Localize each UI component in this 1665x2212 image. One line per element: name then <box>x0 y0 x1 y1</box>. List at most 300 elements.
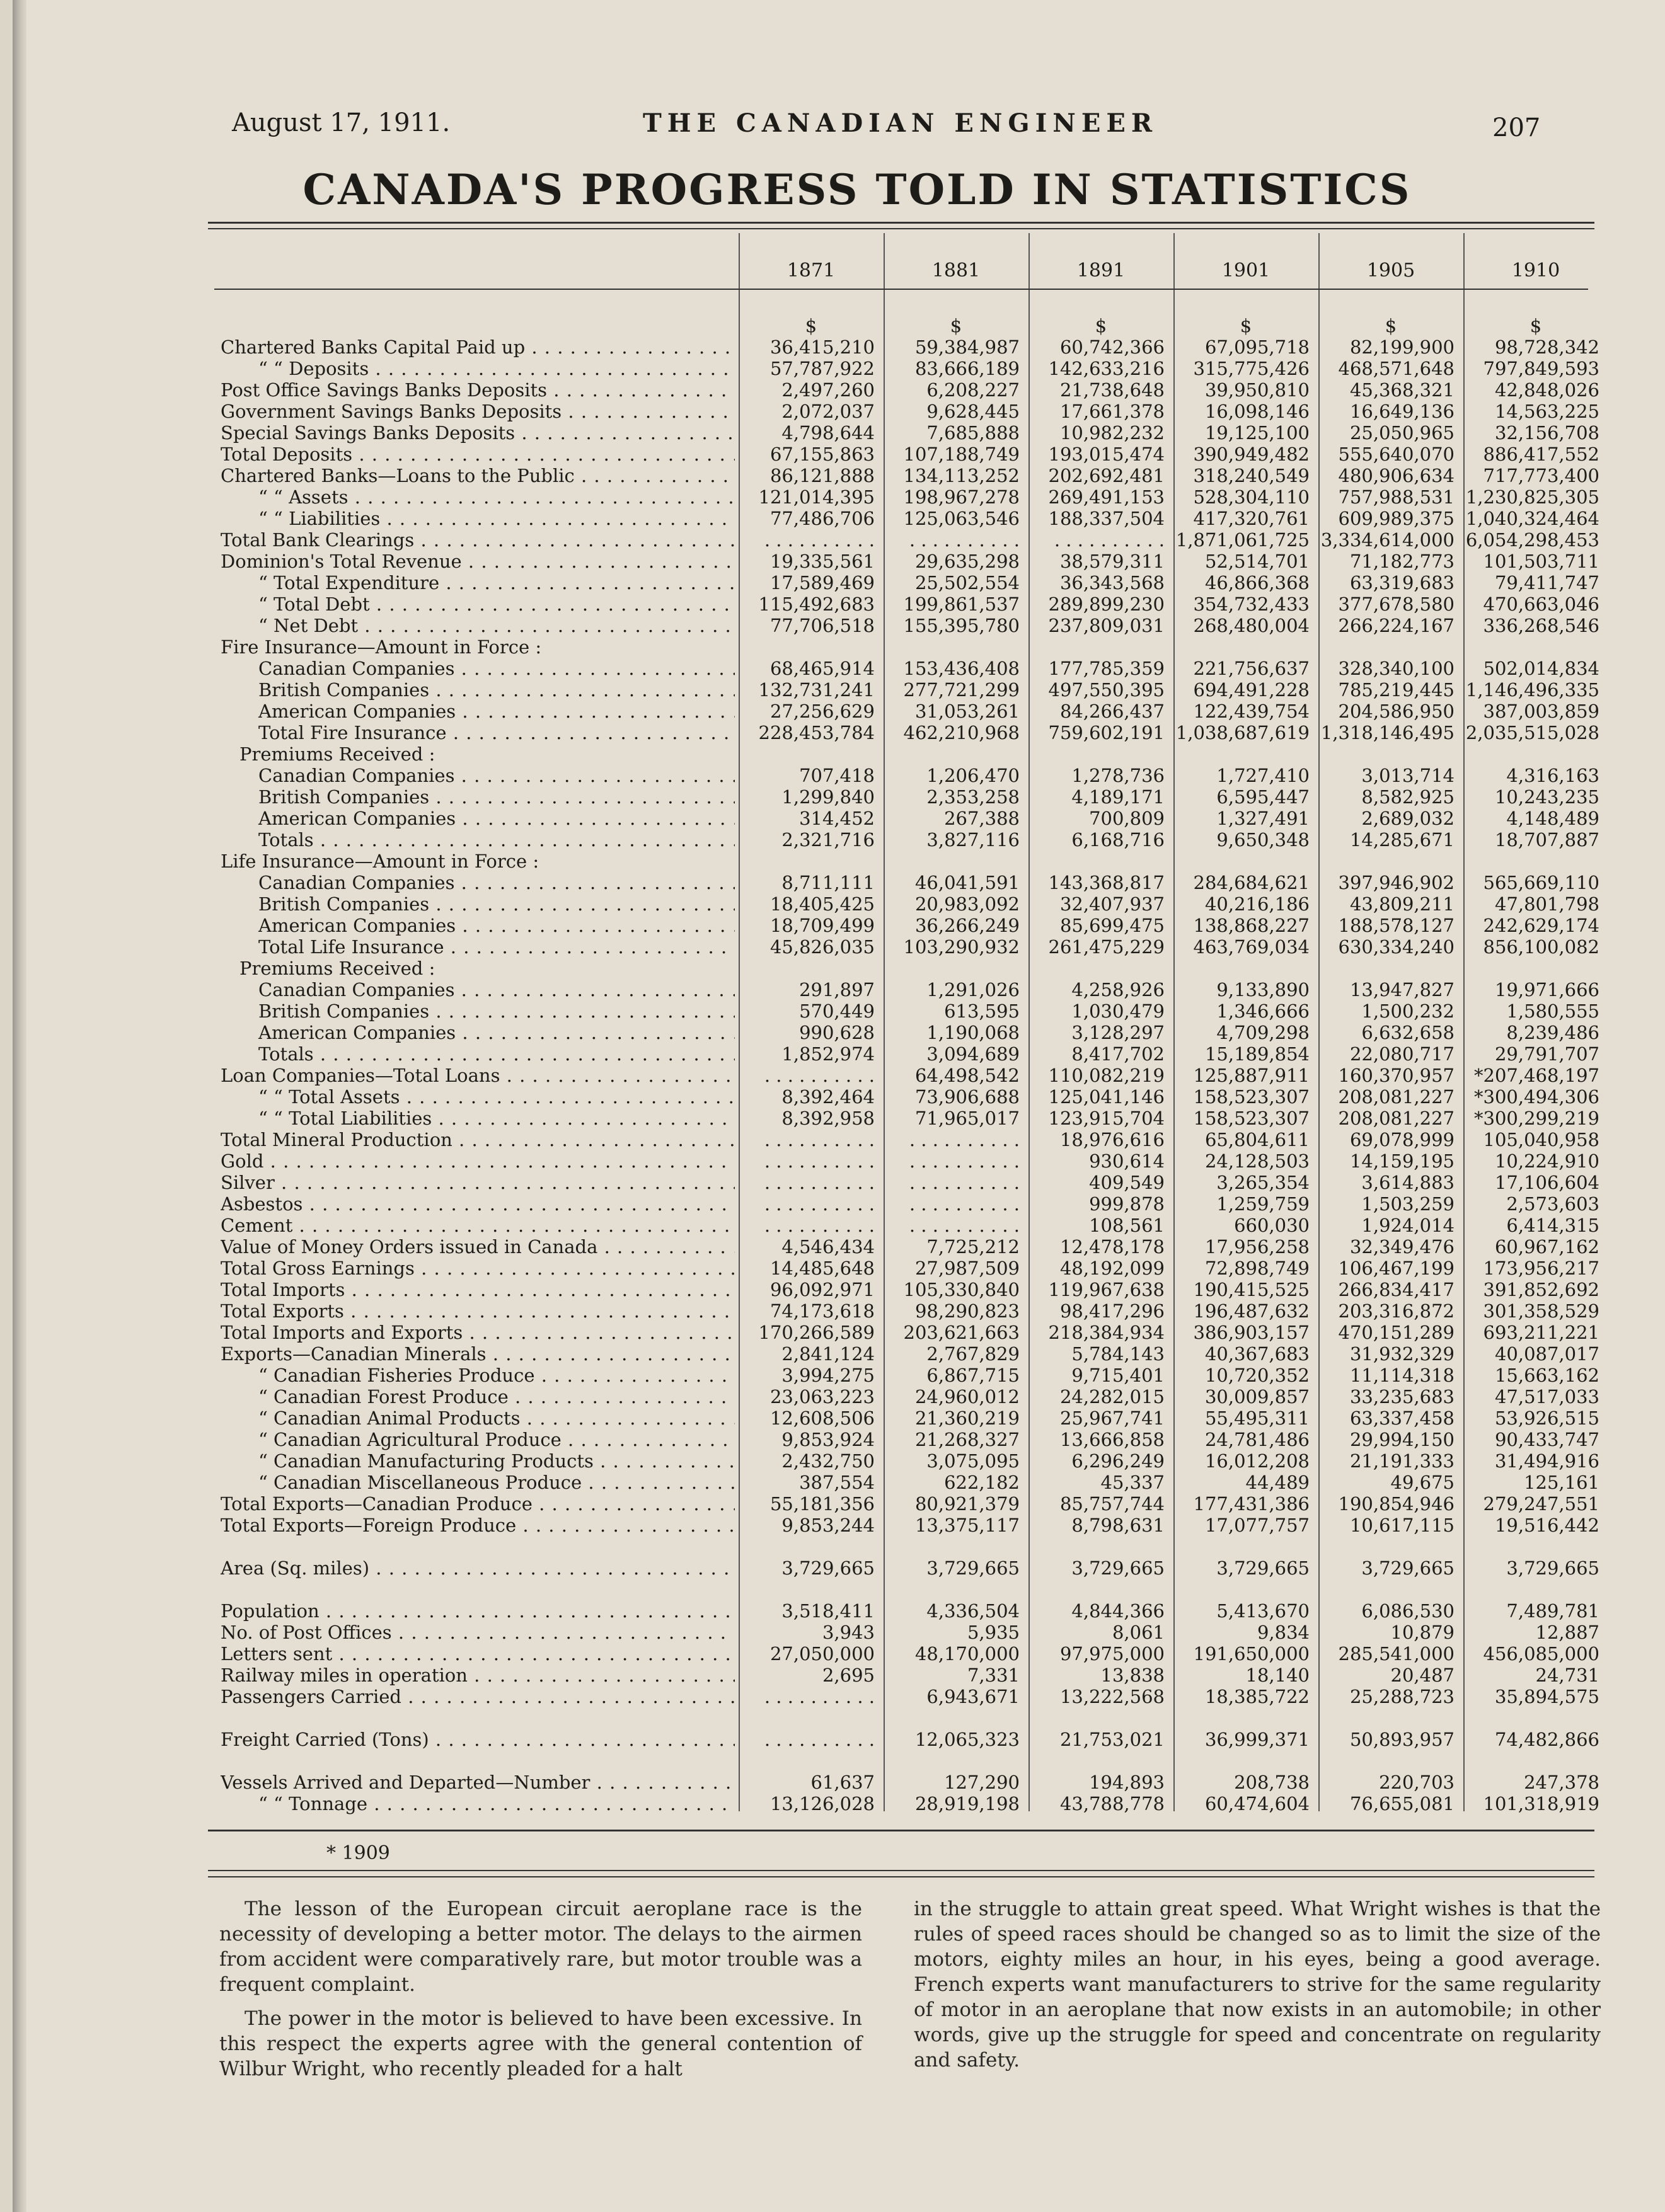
table-cell: 101,503,711 <box>1483 551 1599 572</box>
table-cell: 3,334,614,000 <box>1320 529 1455 551</box>
table-cell: 203,621,663 <box>903 1322 1020 1343</box>
table-cell: 15,663,162 <box>1494 1365 1599 1386</box>
year-column-1891 <box>1030 315 1172 1814</box>
table-cell: 35,894,575 <box>1494 1686 1599 1707</box>
table-cell: 121,014,395 <box>758 486 875 508</box>
table-cell: . . . . . . . . . . <box>909 1215 1020 1236</box>
table-cell: 1,040,324,464 <box>1465 508 1599 529</box>
table-cell: 11,114,318 <box>1349 1365 1455 1386</box>
table-cell: 377,678,580 <box>1338 593 1455 615</box>
table-cell: . . . . . . . . . . <box>1054 529 1165 551</box>
table-cell: 8,239,486 <box>1506 1022 1599 1043</box>
table-cell: 105,330,840 <box>903 1279 1020 1300</box>
table-cell: 2,573,603 <box>1506 1193 1599 1215</box>
table-cell <box>885 851 1027 872</box>
table-cell: 2,689,032 <box>1361 808 1455 829</box>
table-cell: 40,216,186 <box>1204 893 1310 915</box>
table-cell: 7,685,888 <box>926 422 1020 444</box>
table-cell: 36,415,210 <box>769 336 875 358</box>
table-cell: 45,826,035 <box>769 936 875 958</box>
table-cell: 3,729,665 <box>1361 1557 1455 1579</box>
table-cell: 1,038,687,619 <box>1175 722 1310 743</box>
table-cell: 38,579,311 <box>1059 551 1165 572</box>
table-cell: 18,709,499 <box>769 915 875 936</box>
row-label: Canadian Companies . . . <box>221 765 735 786</box>
table-cell <box>1465 743 1607 765</box>
table-cell: 10,243,235 <box>1494 786 1599 808</box>
table-cell: 13,666,858 <box>1059 1429 1165 1450</box>
table-cell: 4,148,489 <box>1506 808 1599 829</box>
table-cell: $ <box>1095 315 1107 336</box>
table-cell: 123,915,704 <box>1048 1108 1165 1129</box>
table-cell <box>1320 1750 1462 1772</box>
table-cell: 29,994,150 <box>1349 1429 1455 1450</box>
table-cell <box>1320 1707 1462 1729</box>
page <box>13 0 1665 2212</box>
table-cell: 50,893,957 <box>1349 1729 1455 1750</box>
table-cell: 53,926,515 <box>1494 1407 1599 1429</box>
table-cell: 9,853,924 <box>781 1429 875 1450</box>
table-cell: 27,256,629 <box>769 701 875 722</box>
table-cell: 856,100,082 <box>1483 936 1599 958</box>
table-cell: 6,296,249 <box>1071 1450 1165 1472</box>
table-cell <box>740 1707 882 1729</box>
row-labels <box>221 315 735 1814</box>
table-cell: 3,013,714 <box>1361 765 1455 786</box>
table-cell: 59,384,987 <box>914 336 1020 358</box>
table-cell: 2,497,260 <box>781 379 875 401</box>
table-cell: 18,405,425 <box>769 893 875 915</box>
table-cell <box>1030 1750 1172 1772</box>
table-cell: 97,975,000 <box>1059 1643 1165 1665</box>
table-cell: 2,321,716 <box>781 829 875 851</box>
table-cell: . . . . . . . . . . <box>909 1150 1020 1172</box>
table-cell: 14,285,671 <box>1349 829 1455 851</box>
table-cell: 1,206,470 <box>926 765 1020 786</box>
table-cell: 277,721,299 <box>903 679 1020 701</box>
table-cell: 20,487 <box>1390 1665 1455 1686</box>
table-cell: 39,950,810 <box>1204 379 1310 401</box>
table-cell: 63,337,458 <box>1349 1407 1455 1429</box>
table-cell: 613,595 <box>944 1000 1020 1022</box>
row-label: Life Insurance—Amount in Force : <box>221 851 539 872</box>
row-label: Area (Sq. miles) . . . <box>221 1557 735 1579</box>
table-cell: 1,500,232 <box>1361 1000 1455 1022</box>
article-column-left <box>219 1896 862 2090</box>
table-cell: 48,192,099 <box>1059 1258 1165 1279</box>
table-cell: 3,128,297 <box>1071 1022 1165 1043</box>
table-cell: 96,092,971 <box>769 1279 875 1300</box>
table-cell: 6,208,227 <box>926 379 1020 401</box>
table-cell <box>1465 1579 1607 1600</box>
table-cell: 17,661,378 <box>1059 401 1165 422</box>
table-cell: 268,480,004 <box>1193 615 1310 636</box>
row-label: American Companies . . . <box>221 915 735 936</box>
table-cell: 196,487,632 <box>1193 1300 1310 1322</box>
table-cell: 204,586,950 <box>1338 701 1455 722</box>
table-cell: 13,126,028 <box>769 1793 875 1814</box>
table-cell <box>885 958 1027 979</box>
table-cell: 267,388 <box>944 808 1020 829</box>
table-cell: 20,983,092 <box>914 893 1020 915</box>
table-cell: 67,155,863 <box>769 444 875 465</box>
table-cell: 2,841,124 <box>781 1343 875 1365</box>
row-label: Population . . . <box>221 1600 735 1622</box>
table-cell: 79,411,747 <box>1494 572 1599 593</box>
table-cell: 4,336,504 <box>926 1600 1020 1622</box>
table-cell: . . . . . . . . . . <box>909 1193 1020 1215</box>
table-cell: 32,156,708 <box>1494 422 1599 444</box>
title-rule-bottom <box>208 228 1594 229</box>
table-cell: 6,414,315 <box>1506 1215 1599 1236</box>
table-cell <box>885 743 1027 765</box>
table-cell <box>1465 1536 1607 1557</box>
table-cell: 291,897 <box>799 979 875 1000</box>
table-cell: 7,489,781 <box>1506 1600 1599 1622</box>
table-cell: 208,081,227 <box>1338 1108 1455 1129</box>
table-cell: 60,967,162 <box>1494 1236 1599 1258</box>
row-label: Asbestos . . . <box>221 1193 735 1215</box>
table-cell: 46,041,591 <box>914 872 1020 893</box>
table-cell: 84,266,437 <box>1059 701 1165 722</box>
table-cell: $ <box>1530 315 1542 336</box>
table-cell: 80,921,379 <box>914 1493 1020 1515</box>
table-cell: 65,804,611 <box>1204 1129 1310 1150</box>
table-cell: 12,478,178 <box>1059 1236 1165 1258</box>
row-label: No. of Post Offices . . . <box>221 1622 735 1643</box>
row-label: American Companies . . . <box>221 1022 735 1043</box>
table-cell <box>1175 1536 1317 1557</box>
table-cell: 2,432,750 <box>781 1450 875 1472</box>
table-cell: 4,798,644 <box>781 422 875 444</box>
table-cell: 220,703 <box>1379 1772 1455 1793</box>
row-label: British Companies . . . <box>221 786 735 808</box>
table-cell <box>1175 1579 1317 1600</box>
year-column-1910 <box>1465 315 1607 1814</box>
table-cell: 47,801,798 <box>1494 893 1599 915</box>
table-cell: 23,063,223 <box>769 1386 875 1407</box>
article-column-right <box>914 1896 1601 2082</box>
table-cell: 1,278,736 <box>1071 765 1165 786</box>
row-label: “ “ Total Assets . . . <box>221 1086 735 1108</box>
row-spacer <box>221 1536 735 1557</box>
table-cell: 8,582,925 <box>1361 786 1455 808</box>
table-cell: 3,729,665 <box>926 1557 1020 1579</box>
table-cell: 9,133,890 <box>1216 979 1310 1000</box>
row-label: “ “ Tonnage . . . <box>221 1793 735 1814</box>
table-cell: 158,523,307 <box>1193 1108 1310 1129</box>
table-cell: 24,731 <box>1535 1665 1599 1686</box>
row-label: Post Office Savings Banks Deposits . . . <box>221 379 735 401</box>
table-cell: 10,224,910 <box>1494 1150 1599 1172</box>
table-cell <box>1030 1579 1172 1600</box>
table-cell: 190,415,525 <box>1193 1279 1310 1300</box>
table-cell: 134,113,252 <box>903 465 1020 486</box>
table-cell: 83,666,189 <box>914 358 1020 379</box>
table-cell: 3,265,354 <box>1216 1172 1310 1193</box>
table-cell <box>1465 636 1607 658</box>
row-label: “ Canadian Animal Products . . . <box>221 1407 735 1429</box>
header-rule <box>214 289 1588 290</box>
table-cell: 1,291,026 <box>926 979 1020 1000</box>
year-header: 1901 <box>1221 260 1270 282</box>
table-cell: . . . . . . . . . . <box>909 1172 1020 1193</box>
row-label: “ “ Total Liabilities . . . <box>221 1108 735 1129</box>
table-cell: 3,729,665 <box>781 1557 875 1579</box>
table-cell: 570,449 <box>799 1000 875 1022</box>
table-cell: 285,541,000 <box>1338 1643 1455 1665</box>
table-cell: 417,320,761 <box>1193 508 1310 529</box>
table-cell: 242,629,174 <box>1483 915 1599 936</box>
table-cell: 16,012,208 <box>1204 1450 1310 1472</box>
row-label: Letters sent . . . <box>221 1643 735 1665</box>
table-cell: 6,595,447 <box>1216 786 1310 808</box>
table-cell: 46,866,368 <box>1204 572 1310 593</box>
table-cell <box>885 1750 1027 1772</box>
table-cell <box>740 1579 882 1600</box>
table-cell: 660,030 <box>1234 1215 1310 1236</box>
row-label: Cement . . . <box>221 1215 735 1236</box>
table-cell: 3,518,411 <box>781 1600 875 1622</box>
table-cell <box>1030 1707 1172 1729</box>
table-cell: 29,791,707 <box>1494 1043 1599 1065</box>
table-cell: 15,189,854 <box>1204 1043 1310 1065</box>
table-cell: 14,563,225 <box>1494 401 1599 422</box>
table-cell: 22,080,717 <box>1349 1043 1455 1065</box>
row-label: Freight Carried (Tons) . . . <box>221 1729 735 1750</box>
table-cell: 3,729,665 <box>1071 1557 1165 1579</box>
table-cell: 191,650,000 <box>1193 1643 1310 1665</box>
table-cell: 31,494,916 <box>1494 1450 1599 1472</box>
table-cell: 13,375,117 <box>914 1515 1020 1536</box>
table-cell: 717,773,400 <box>1483 465 1599 486</box>
table-cell: . . . . . . . . . . <box>764 1172 875 1193</box>
table-cell <box>1320 636 1462 658</box>
table-cell: 31,932,329 <box>1349 1343 1455 1365</box>
table-cell: 52,514,701 <box>1204 551 1310 572</box>
table-cell: 33,235,683 <box>1349 1386 1455 1407</box>
article-paragraph: The power in the motor is believed to have been excessive. In this respect the experts agree with the general contention of Wilbur Wright, who recently pleaded for a halt <box>219 2007 862 2080</box>
table-cell: 43,788,778 <box>1059 1793 1165 1814</box>
table-cell: 77,706,518 <box>769 615 875 636</box>
table-cell <box>740 1536 882 1557</box>
table-cell: $ <box>1240 315 1252 336</box>
table-cell: 24,960,012 <box>914 1386 1020 1407</box>
row-label: Total Imports . . . <box>221 1279 735 1300</box>
table-cell: 21,191,333 <box>1349 1450 1455 1472</box>
row-label: Total Deposits . . . <box>221 444 735 465</box>
table-cell: 36,266,249 <box>914 915 1020 936</box>
table-cell: 1,230,825,305 <box>1465 486 1599 508</box>
table-cell: 30,009,857 <box>1204 1386 1310 1407</box>
table-cell: . . . . . . . . . . <box>764 1215 875 1236</box>
table-cell: 49,675 <box>1390 1472 1455 1493</box>
table-cell: 64,498,542 <box>914 1065 1020 1086</box>
table-cell: 74,482,866 <box>1494 1729 1599 1750</box>
table-cell: 77,486,706 <box>769 508 875 529</box>
table-cell: 98,417,296 <box>1059 1300 1165 1322</box>
row-label: “ Total Expenditure . . . <box>221 572 735 593</box>
table-cell: 32,407,937 <box>1059 893 1165 915</box>
table-cell: 71,965,017 <box>914 1108 1020 1129</box>
table-cell: 1,030,479 <box>1071 1000 1165 1022</box>
row-label: Canadian Companies . . . <box>221 658 735 679</box>
table-cell: 14,159,195 <box>1349 1150 1455 1172</box>
table-cell: 203,316,872 <box>1338 1300 1455 1322</box>
table-cell: 387,003,859 <box>1483 701 1599 722</box>
table-cell: 468,571,648 <box>1338 358 1455 379</box>
table-cell: 44,489 <box>1245 1472 1310 1493</box>
footnote-rule <box>208 1870 1594 1871</box>
table-cell: 122,439,754 <box>1193 701 1310 722</box>
table-cell: *300,494,306 <box>1474 1086 1599 1108</box>
table-cell: 2,072,037 <box>781 401 875 422</box>
table-cell: 707,418 <box>799 765 875 786</box>
table-cell: 107,188,749 <box>903 444 1020 465</box>
table-cell: 261,475,229 <box>1048 936 1165 958</box>
table-cell: 4,709,298 <box>1216 1022 1310 1043</box>
row-label: Vessels Arrived and Departed—Number . . . <box>221 1772 735 1793</box>
table-cell: 27,987,509 <box>914 1258 1020 1279</box>
table-cell: 8,392,464 <box>781 1086 875 1108</box>
table-cell: 6,632,658 <box>1361 1022 1455 1043</box>
table-cell: 194,893 <box>1089 1772 1165 1793</box>
row-label: “ Canadian Agricultural Produce . . . <box>221 1429 735 1450</box>
table-cell: . . . . . . . . . . <box>764 529 875 551</box>
table-cell: 127,290 <box>944 1772 1020 1793</box>
table-cell: 76,655,081 <box>1349 1793 1455 1814</box>
table-cell <box>885 636 1027 658</box>
table-cell: 397,946,902 <box>1338 872 1455 893</box>
table-cell: 67,095,718 <box>1204 336 1310 358</box>
table-cell: 60,742,366 <box>1059 336 1165 358</box>
table-cell: 31,053,261 <box>914 701 1020 722</box>
table-cell: 19,125,100 <box>1204 422 1310 444</box>
table-cell: 336,268,546 <box>1483 615 1599 636</box>
table-cell: 18,976,616 <box>1059 1129 1165 1150</box>
table-cell: 25,967,741 <box>1059 1407 1165 1429</box>
table-cell: 57,787,922 <box>769 358 875 379</box>
table-cell: 32,349,476 <box>1349 1236 1455 1258</box>
table-cell: 18,707,887 <box>1494 829 1599 851</box>
table-cell: 12,608,506 <box>769 1407 875 1429</box>
table-cell: 3,827,116 <box>926 829 1020 851</box>
table-cell: 10,879 <box>1390 1622 1455 1643</box>
table-cell: 354,732,433 <box>1193 593 1310 615</box>
table-cell: 193,015,474 <box>1048 444 1165 465</box>
table-cell: 202,692,481 <box>1048 465 1165 486</box>
table-cell: . . . . . . . . . . <box>764 1065 875 1086</box>
row-label: Special Savings Banks Deposits . . . <box>221 422 735 444</box>
table-cell: 318,240,549 <box>1193 465 1310 486</box>
table-cell: 12,065,323 <box>914 1729 1020 1750</box>
table-cell: 1,924,014 <box>1361 1215 1455 1236</box>
table-cell: 86,121,888 <box>769 465 875 486</box>
row-label: Premiums Received : <box>239 958 435 979</box>
table-cell: 125,161 <box>1524 1472 1599 1493</box>
table-cell: 47,517,033 <box>1494 1386 1599 1407</box>
table-cell: 9,715,401 <box>1071 1365 1165 1386</box>
row-label: “ Canadian Forest Produce . . . <box>221 1386 735 1407</box>
table-cell: 155,395,780 <box>903 615 1020 636</box>
row-label: “ Total Debt . . . <box>221 593 735 615</box>
table-cell: 60,474,604 <box>1204 1793 1310 1814</box>
table-cell: 301,358,529 <box>1483 1300 1599 1322</box>
table-cell: 13,947,827 <box>1349 979 1455 1000</box>
table-cell: 25,050,965 <box>1349 422 1455 444</box>
table-cell: 3,729,665 <box>1506 1557 1599 1579</box>
table-cell: 108,561 <box>1089 1215 1165 1236</box>
table-cell: 36,999,371 <box>1204 1729 1310 1750</box>
table-cell <box>740 958 882 979</box>
table-cell: 555,640,070 <box>1338 444 1455 465</box>
table-cell: 785,219,445 <box>1338 679 1455 701</box>
table-cell: 105,040,958 <box>1483 1129 1599 1150</box>
year-column-1871 <box>740 315 882 1814</box>
table-cell: 24,781,486 <box>1204 1429 1310 1450</box>
year-header: 1891 <box>1076 260 1126 282</box>
page-number: 207 <box>1492 113 1541 142</box>
row-label: Total Gross Earnings . . . <box>221 1258 735 1279</box>
table-cell: 5,413,670 <box>1216 1600 1310 1622</box>
table-cell: 101,318,919 <box>1483 1793 1599 1814</box>
article-paragraph: in the struggle to attain great speed. What Wright wishes is that the rules of speed races should be changed so as to limit the size of the motors, eighty miles an hour, in his eyes, being a good average. French experts want manufacturers to strive for the same regularity of motor in an aeroplane that now exists in an automobile; in other words, give up the struggle for speed and concentrate on regularity and safety. <box>914 1898 1601 2072</box>
table-cell: . . . . . . . . . . <box>764 1193 875 1215</box>
table-cell: 480,906,634 <box>1338 465 1455 486</box>
row-label: Fire Insurance—Amount in Force : <box>221 636 542 658</box>
table-cell: 21,360,219 <box>914 1407 1020 1429</box>
year-column-1881 <box>885 315 1027 1814</box>
table-cell: 17,589,469 <box>769 572 875 593</box>
table-cell: 502,014,834 <box>1483 658 1599 679</box>
table-cell: 13,838 <box>1100 1665 1165 1686</box>
row-label: Totals . . . <box>221 829 735 851</box>
table-cell: 29,635,298 <box>914 551 1020 572</box>
table-cell: 119,967,638 <box>1048 1279 1165 1300</box>
footnote-rule-2 <box>208 1876 1594 1877</box>
table-cell: 188,337,504 <box>1048 508 1165 529</box>
table-cell <box>1175 743 1317 765</box>
page-title: CANADA'S PROGRESS TOLD IN STATISTICS <box>302 165 1412 214</box>
table-cell: 1,318,146,495 <box>1320 722 1455 743</box>
table-cell: 158,523,307 <box>1193 1086 1310 1108</box>
table-cell <box>1030 958 1172 979</box>
table-cell: 90,433,747 <box>1494 1429 1599 1450</box>
row-label: Canadian Companies . . . <box>221 979 735 1000</box>
year-column-1905 <box>1320 315 1462 1814</box>
table-cell: 125,041,146 <box>1048 1086 1165 1108</box>
table-cell: 40,367,683 <box>1204 1343 1310 1365</box>
table-cell: . . . . . . . . . . <box>909 529 1020 551</box>
footnote: * 1909 <box>326 1842 390 1864</box>
table-cell <box>1030 1536 1172 1557</box>
table-cell: 1,259,759 <box>1216 1193 1310 1215</box>
row-spacer <box>221 1707 735 1729</box>
table-cell: *207,468,197 <box>1474 1065 1599 1086</box>
table-cell: 16,098,146 <box>1204 401 1310 422</box>
table-cell <box>1465 851 1607 872</box>
statistics-table <box>221 233 1599 1833</box>
row-label: Silver . . . <box>221 1172 735 1193</box>
table-cell: 19,971,666 <box>1494 979 1599 1000</box>
row-label: Loan Companies—Total Loans . . . <box>221 1065 735 1086</box>
table-cell: 28,919,198 <box>914 1793 1020 1814</box>
table-cell: 289,899,230 <box>1048 593 1165 615</box>
table-cell: 3,075,095 <box>926 1450 1020 1472</box>
year-header: 1871 <box>786 260 836 282</box>
table-cell: 8,711,111 <box>781 872 875 893</box>
row-label: Total Exports—Foreign Produce . . . <box>221 1515 735 1536</box>
